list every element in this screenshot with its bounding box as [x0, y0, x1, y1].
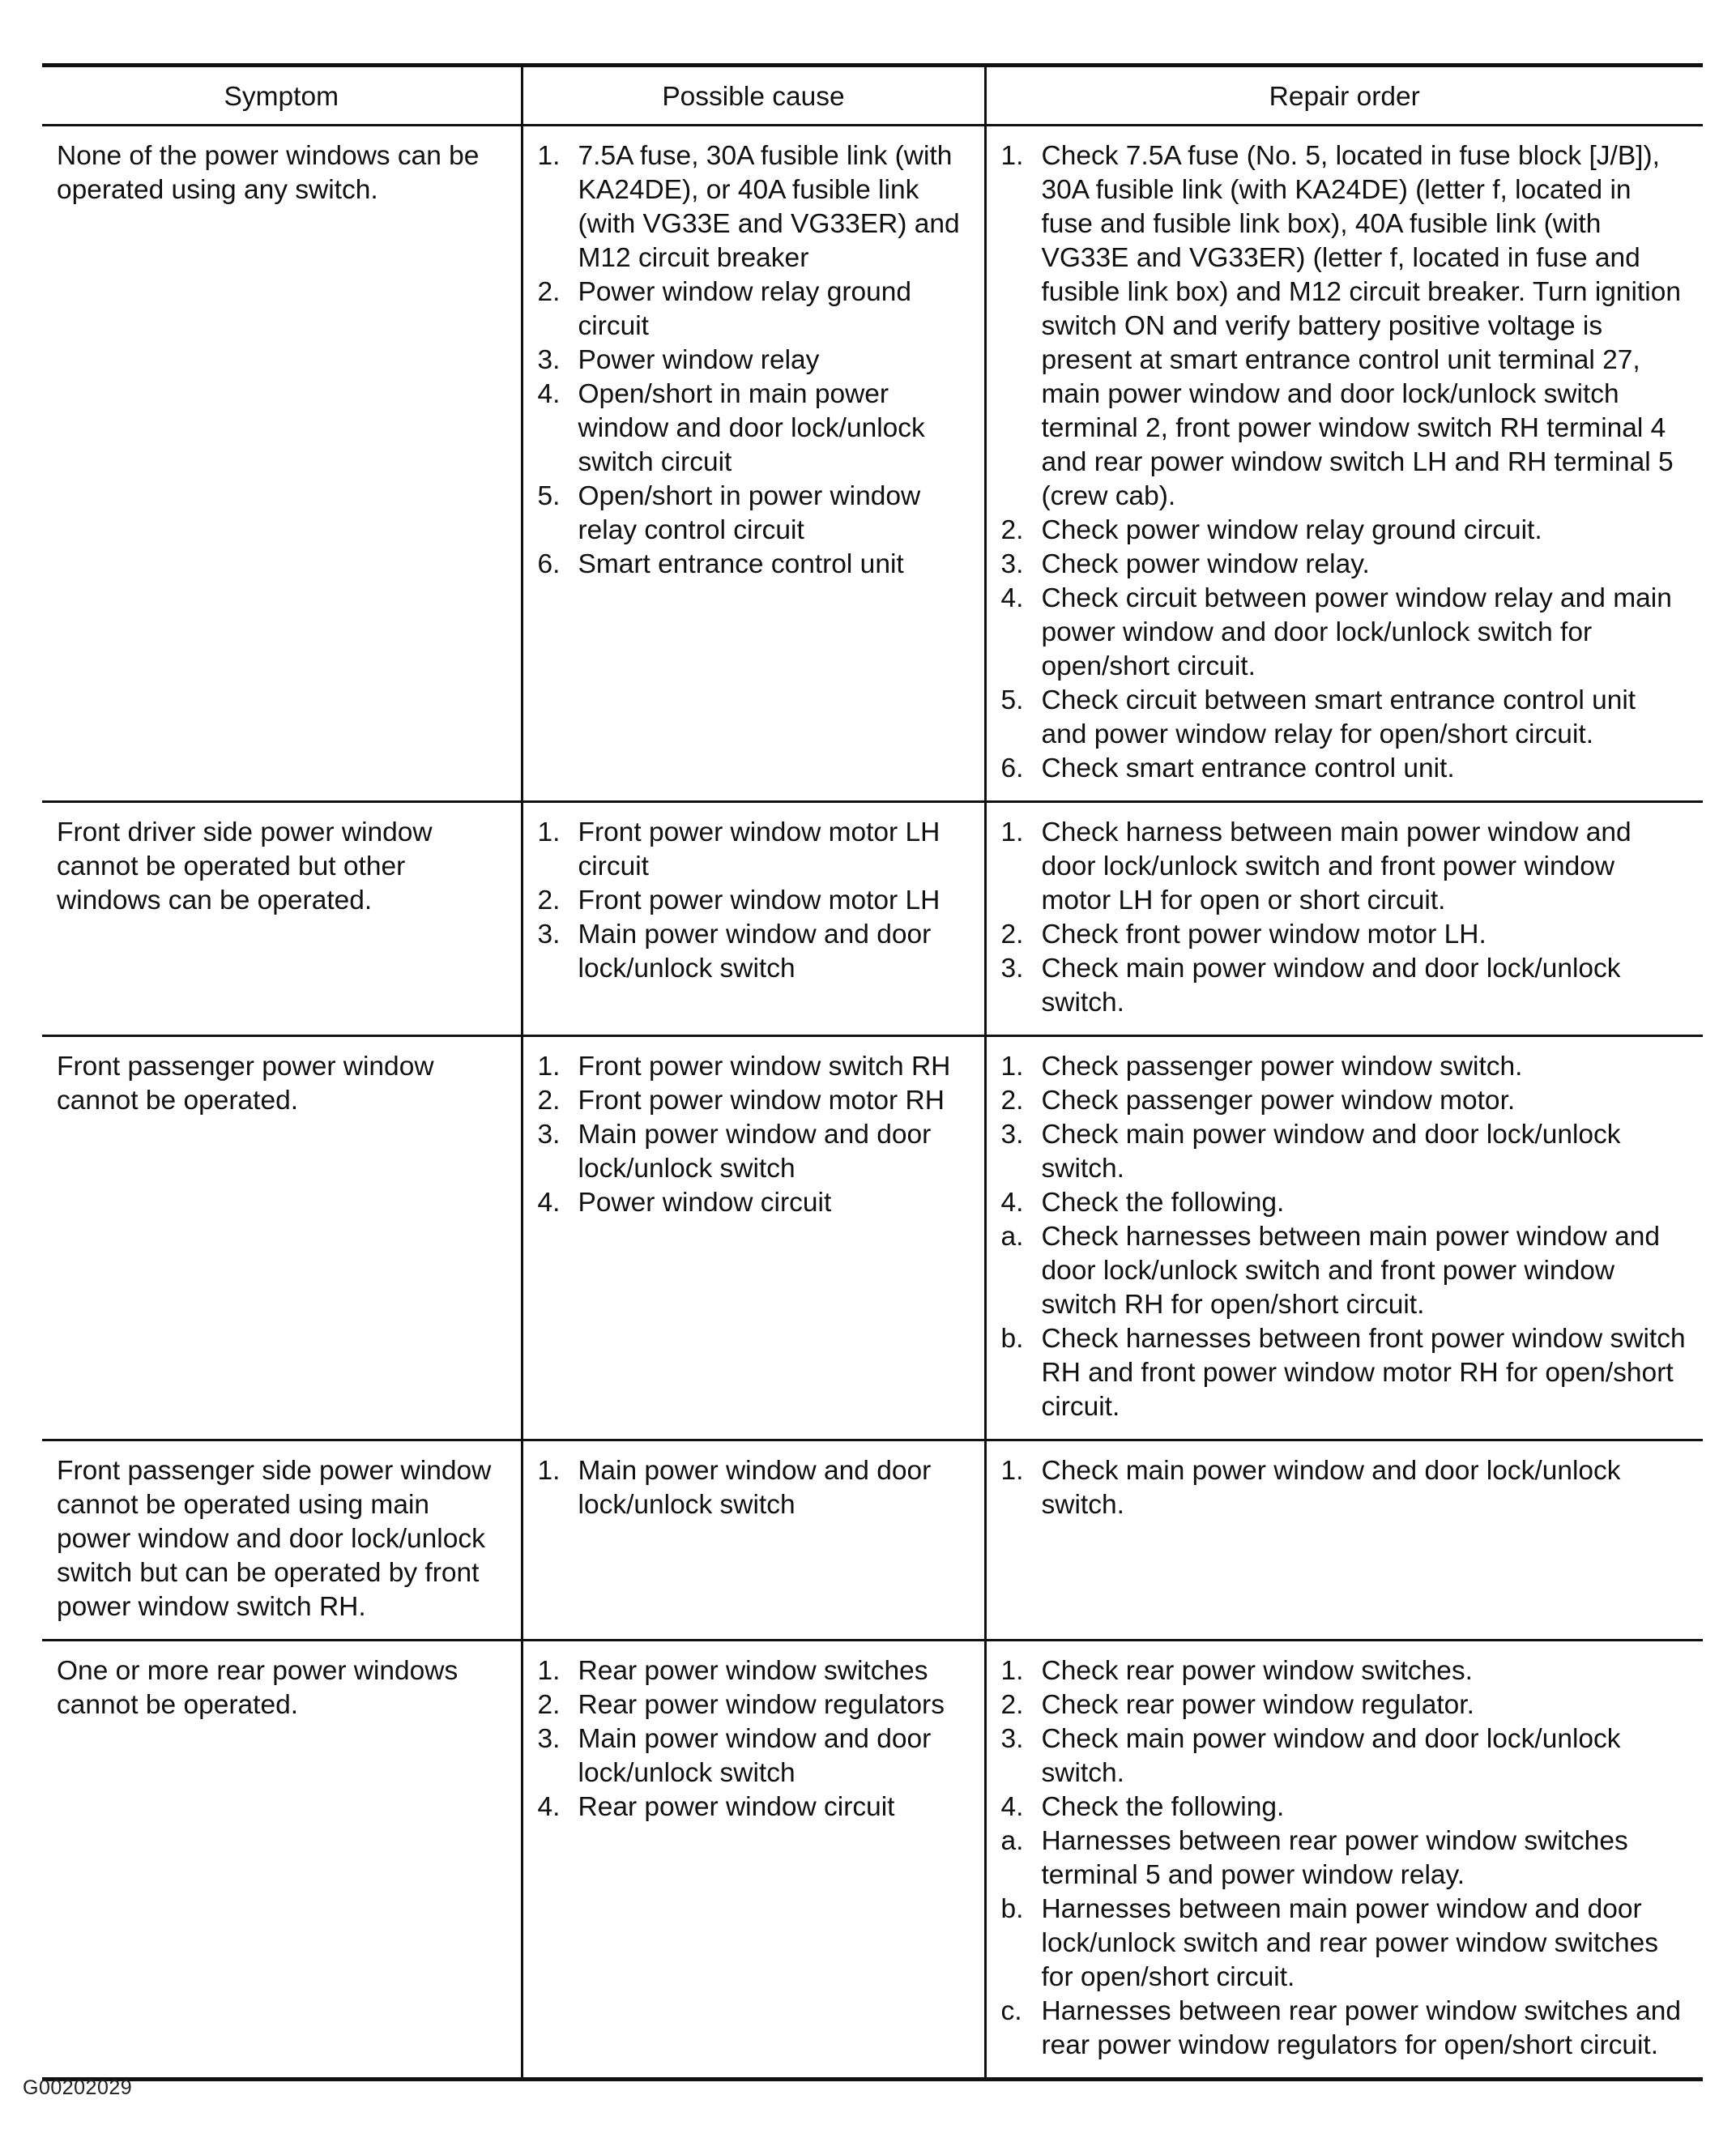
item-marker: 3.	[1000, 549, 1024, 579]
header-symptom: Symptom	[42, 66, 522, 126]
header-possible-cause: Possible cause	[522, 66, 985, 126]
diagnosis-table	[42, 63, 1703, 2081]
possible-cause-item	[538, 1118, 970, 1186]
possible-cause-list	[538, 816, 970, 986]
item-text: Check circuit between power window relay and main power window and door lock/unlock switch for open/short circuit.	[1041, 583, 1672, 681]
repair-order-cell	[985, 1440, 1703, 1641]
repair-order-item	[1001, 1824, 1689, 1893]
repair-order-item	[1001, 918, 1689, 952]
item-marker: 4.	[537, 1188, 561, 1218]
possible-cause-item	[538, 918, 970, 986]
item-marker: 1.	[1000, 1656, 1024, 1686]
possible-cause-item	[538, 480, 970, 548]
item-text: Check 7.5A fuse (No. 5, located in fuse block [J/B]), 30A fusible link (with KA24DE) (letter f, located in fuse and fusible link box), 40A fusible link (with VG33E and VG33ER) (letter f, located in fuse and fusible link box) and M12 circuit breaker. Turn ignition switch ON and verify battery positive voltage is present at smart entrance control unit terminal 27, main power window and door lock/unlock switch terminal 2, front power window switch RH terminal 4 and rear power window switch LH and RH terminal 5 (crew cab).	[1041, 141, 1682, 511]
repair-order-item	[1001, 548, 1689, 582]
table-row	[42, 126, 1703, 802]
item-marker: 5.	[1000, 685, 1024, 715]
item-marker: 1.	[1000, 1052, 1024, 1082]
item-marker: 2.	[1000, 515, 1024, 545]
diagnosis-table-container	[42, 63, 1703, 2081]
symptom-cell: Front passenger side power window cannot be operated using main power window and door lock/unlock switch but can be operated by front power window switch RH.	[42, 1440, 522, 1641]
item-text: Harnesses between main power window and door lock/unlock switch and rear power window switches for open/short circuit.	[1041, 1894, 1659, 1992]
item-text: Front power window motor RH	[578, 1086, 945, 1116]
repair-order-item	[1001, 1322, 1689, 1424]
item-marker: 4.	[1000, 1188, 1024, 1218]
item-marker: 5.	[537, 481, 561, 511]
item-text: 7.5A fuse, 30A fusible link (with KA24DE), or 40A fusible link (with VG33E and VG33ER) and M12 circuit breaker	[578, 141, 960, 273]
item-text: Front power window motor LH	[578, 885, 941, 915]
item-marker: 2.	[537, 885, 561, 915]
repair-order-item	[1001, 1893, 1689, 1995]
item-text: Smart entrance control unit	[578, 549, 904, 579]
repair-order-list	[1001, 139, 1689, 786]
item-text: Check rear power window regulator.	[1041, 1690, 1474, 1720]
item-text: Check power window relay ground circuit.	[1041, 515, 1542, 545]
header-repair-order: Repair order	[985, 66, 1703, 126]
repair-order-item	[1001, 1118, 1689, 1186]
item-text: Rear power window switches	[578, 1656, 928, 1686]
item-marker: 3.	[1000, 1120, 1024, 1150]
possible-cause-cell	[522, 1036, 985, 1440]
item-marker: 2.	[1000, 1086, 1024, 1116]
repair-order-cell	[985, 126, 1703, 802]
item-text: Check harness between main power window and door lock/unlock switch and front power window motor LH for open or short circuit.	[1041, 817, 1631, 915]
item-marker: 4.	[537, 1792, 561, 1822]
item-marker: 1.	[537, 1656, 561, 1686]
table-row	[42, 1641, 1703, 2080]
item-text: Main power window and door lock/unlock switch	[578, 1120, 932, 1184]
repair-order-item	[1001, 684, 1689, 752]
item-marker: b.	[1000, 1324, 1024, 1354]
possible-cause-item	[538, 1454, 970, 1522]
table-row	[42, 1036, 1703, 1440]
item-marker: 3.	[1000, 1724, 1024, 1754]
repair-order-item	[1001, 816, 1689, 918]
symptom-cell: Front passenger power window cannot be operated.	[42, 1036, 522, 1440]
repair-order-item	[1001, 514, 1689, 548]
possible-cause-item	[538, 378, 970, 480]
item-marker: a.	[1000, 1222, 1024, 1252]
item-text: Check main power window and door lock/unlock switch.	[1041, 954, 1621, 1018]
repair-order-list	[1001, 1050, 1689, 1424]
item-text: Power window relay ground circuit	[578, 277, 912, 341]
item-marker: 6.	[537, 549, 561, 579]
item-text: Harnesses between rear power window switches terminal 5 and power window relay.	[1041, 1826, 1628, 1890]
repair-order-item	[1001, 952, 1689, 1020]
figure-code: G00202029	[23, 2076, 133, 2099]
repair-order-list	[1001, 1654, 1689, 2063]
possible-cause-list	[538, 1454, 970, 1522]
item-text: Check the following.	[1041, 1188, 1285, 1218]
table-row	[42, 802, 1703, 1036]
item-text: Check the following.	[1041, 1792, 1285, 1822]
possible-cause-item	[538, 275, 970, 344]
possible-cause-item	[538, 139, 970, 275]
item-text: Main power window and door lock/unlock switch	[578, 920, 932, 984]
item-text: Check main power window and door lock/unlock switch.	[1041, 1456, 1621, 1520]
item-marker: 2.	[537, 1690, 561, 1720]
item-text: Open/short in main power window and door lock/unlock switch circuit	[578, 379, 925, 477]
item-text: Open/short in power window relay control circuit	[578, 481, 921, 545]
possible-cause-item	[538, 1688, 970, 1722]
header-row	[42, 66, 1703, 126]
repair-order-cell	[985, 802, 1703, 1036]
item-text: Main power window and door lock/unlock switch	[578, 1456, 932, 1520]
item-text: Front power window switch RH	[578, 1052, 951, 1082]
item-text: Main power window and door lock/unlock switch	[578, 1724, 932, 1788]
possible-cause-item	[538, 548, 970, 582]
repair-order-item	[1001, 139, 1689, 514]
item-marker: 3.	[1000, 954, 1024, 984]
repair-order-cell	[985, 1036, 1703, 1440]
possible-cause-list	[538, 139, 970, 582]
repair-order-item	[1001, 1722, 1689, 1790]
item-marker: 3.	[537, 1120, 561, 1150]
repair-order-item	[1001, 1084, 1689, 1118]
item-text: Power window relay	[578, 345, 820, 375]
possible-cause-item	[538, 1186, 970, 1220]
repair-order-list	[1001, 816, 1689, 1020]
item-marker: 2.	[1000, 1690, 1024, 1720]
repair-order-item	[1001, 1220, 1689, 1322]
symptom-cell: One or more rear power windows cannot be operated.	[42, 1641, 522, 2080]
item-marker: 3.	[537, 920, 561, 949]
repair-order-item	[1001, 582, 1689, 684]
possible-cause-item	[538, 1084, 970, 1118]
item-text: Check harnesses between front power window switch RH and front power window motor RH for open/short circuit.	[1041, 1324, 1686, 1422]
table-row	[42, 1440, 1703, 1641]
item-marker: 1.	[537, 141, 561, 171]
item-marker: a.	[1000, 1826, 1024, 1856]
possible-cause-cell	[522, 802, 985, 1036]
repair-order-item	[1001, 1186, 1689, 1220]
repair-order-item	[1001, 1050, 1689, 1084]
repair-order-item	[1001, 1995, 1689, 2063]
item-text: Check power window relay.	[1041, 549, 1370, 579]
possible-cause-item	[538, 1790, 970, 1824]
item-text: Power window circuit	[578, 1188, 832, 1218]
item-marker: 6.	[1000, 753, 1024, 783]
repair-order-item	[1001, 1454, 1689, 1522]
item-marker: b.	[1000, 1894, 1024, 1924]
item-text: Check rear power window switches.	[1041, 1656, 1473, 1686]
item-marker: 3.	[537, 1724, 561, 1754]
repair-order-cell	[985, 1641, 1703, 2080]
item-marker: 1.	[537, 817, 561, 847]
item-marker: 1.	[537, 1456, 561, 1486]
item-text: Check harnesses between main power window and door lock/unlock switch and front power window switch RH for open/short circuit.	[1041, 1222, 1660, 1320]
item-text: Rear power window regulators	[578, 1690, 945, 1720]
repair-order-item	[1001, 1688, 1689, 1722]
possible-cause-list	[538, 1654, 970, 1824]
item-text: Check main power window and door lock/unlock switch.	[1041, 1724, 1621, 1788]
item-text: Harnesses between rear power window switches and rear power window regulators for open/short circuit.	[1041, 1996, 1682, 2060]
repair-order-item	[1001, 1654, 1689, 1688]
item-marker: c.	[1000, 1996, 1022, 2026]
item-marker: 1.	[537, 1052, 561, 1082]
item-marker: 1.	[1000, 817, 1024, 847]
possible-cause-item	[538, 1722, 970, 1790]
item-marker: 4.	[1000, 583, 1024, 613]
possible-cause-item	[538, 816, 970, 884]
item-marker: 2.	[1000, 920, 1024, 949]
item-marker: 3.	[537, 345, 561, 375]
repair-order-item	[1001, 1790, 1689, 1824]
repair-order-list	[1001, 1454, 1689, 1522]
item-text: Front power window motor LH circuit	[578, 817, 941, 881]
item-marker: 2.	[537, 1086, 561, 1116]
possible-cause-item	[538, 344, 970, 378]
possible-cause-item	[538, 1654, 970, 1688]
item-text: Check main power window and door lock/unlock switch.	[1041, 1120, 1621, 1184]
item-text: Rear power window circuit	[578, 1792, 895, 1822]
possible-cause-cell	[522, 126, 985, 802]
symptom-cell: None of the power windows can be operated using any switch.	[42, 126, 522, 802]
possible-cause-cell	[522, 1440, 985, 1641]
item-marker: 1.	[1000, 1456, 1024, 1486]
item-marker: 1.	[1000, 141, 1024, 171]
item-text: Check circuit between smart entrance control unit and power window relay for open/short circuit.	[1041, 685, 1636, 749]
item-text: Check front power window motor LH.	[1041, 920, 1486, 949]
item-text: Check passenger power window switch.	[1041, 1052, 1523, 1082]
item-marker: 4.	[1000, 1792, 1024, 1822]
possible-cause-item	[538, 1050, 970, 1084]
table-body	[42, 126, 1703, 2080]
symptom-cell: Front driver side power window cannot be operated but other windows can be operated.	[42, 802, 522, 1036]
possible-cause-cell	[522, 1641, 985, 2080]
item-text: Check passenger power window motor.	[1041, 1086, 1516, 1116]
item-marker: 4.	[537, 379, 561, 409]
possible-cause-list	[538, 1050, 970, 1220]
item-marker: 2.	[537, 277, 561, 307]
possible-cause-item	[538, 884, 970, 918]
repair-order-item	[1001, 752, 1689, 786]
item-text: Check smart entrance control unit.	[1041, 753, 1455, 783]
